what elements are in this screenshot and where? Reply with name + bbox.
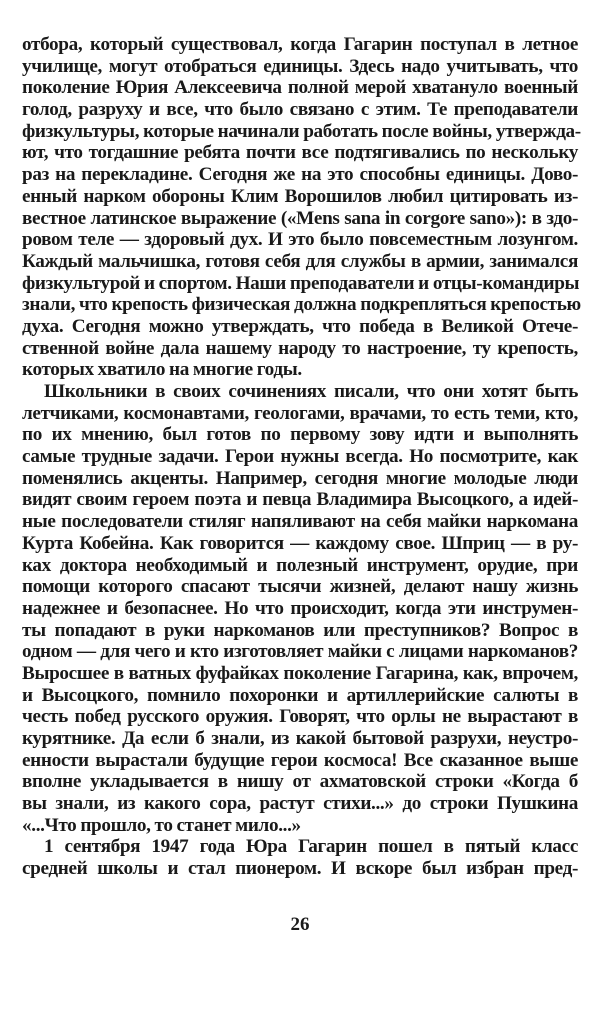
text-line: физкультурой и спортом. Наши преподаватели и отцы-командиры	[22, 272, 580, 294]
text-line: голод, разруху и все, что было связано с этим. Те преподаватели	[22, 99, 578, 121]
text-line: курятнике. Да если б знали, из какой бытовой разрухи, неустро-	[22, 728, 578, 749]
text-line: ты попадают в руки наркоманов или преступников? Вопрос в	[22, 619, 578, 641]
text-line: надежнее и безопаснее. Но что происходит, когда эти инструмен-	[22, 597, 578, 619]
text-line: Школьники в своих сочинениях писали, что они хотят быть	[44, 381, 578, 402]
text-line: «...Что прошло, то станет мило...»	[22, 814, 301, 836]
text-line: училище, могут отобраться единицы. Здесь надо учитывать, что	[22, 55, 578, 77]
text-line: и Высоцкого, помнило похоронки и артиллерийские салюты в	[22, 684, 578, 706]
text-line: ственной войне дала нашему народу то настроение, ту крепость,	[22, 337, 578, 359]
text-line: самые трудные задачи. Герои нужны всегда. Но посмотрите, как	[22, 446, 578, 468]
text-line: честь побед русского оружия. Говорят, что орлы не вырастают в	[22, 706, 578, 728]
text-line: Каждый мальчишка, готовя себя для службы в армии, занимался	[22, 250, 578, 272]
text-line: по их мнению, был готов по первому зову идти и выполнять	[22, 424, 578, 446]
text-line: Выросшее в ватных фуфайках поколение Гагарина, как, впрочем,	[22, 662, 578, 684]
text-line: летчиками, космонавтами, геологами, врачами, то есть теми, кто,	[22, 402, 578, 424]
text-line: ровом теле — здоровый дух. И это было повсеместным лозунгом.	[22, 229, 578, 251]
text-line: раз на перекладине. Сегодня же на это способны единицы. Дово-	[22, 164, 578, 186]
text-line: которых хватило на многие годы.	[22, 359, 302, 381]
text-line: духа. Сегодня можно утверждать, что победа в Великой Отече-	[22, 315, 578, 337]
text-line: отбора, который существовал, когда Гагарин поступал в летное	[22, 34, 578, 55]
text-line: ют, что тогдашние ребята почти все подтягивались по нескольку	[22, 142, 578, 164]
text-line: вы знали, из какого сора, растут стихи...» до строки Пушкина	[22, 793, 578, 815]
text-line: ные последователи стиляг напяливают на себя майки наркомана	[22, 511, 578, 533]
text-line: видят своим героем поэта и певца Владимира Высоцкого, а идей-	[22, 489, 578, 511]
text-line: 1 сентября 1947 года Юра Гагарин пошел в пятый класс	[44, 836, 578, 858]
text-line: ках доктора необходимый и полезный инструмент, орудие, при	[22, 554, 578, 576]
text-line: помощи которого спасают тысячи жизней, делают нашу жизнь	[22, 576, 578, 598]
text-line: одном — для чего и кто изготовляет майки с лицами наркоманов?	[22, 641, 578, 663]
text-line: енности вырастали будущие герои космоса! Все сказанное выше	[22, 749, 578, 771]
page-number: 26	[290, 914, 310, 935]
page-text	[22, 34, 581, 880]
text-line: поколение Юрия Алексеевича полной мерой хватануло военный	[22, 77, 578, 99]
text-line: Курта Кобейна. Как говорится — каждому свое. Шприц — в ру-	[22, 532, 578, 554]
text-line: енный нарком обороны Клим Ворошилов любил цитировать из-	[22, 185, 578, 207]
text-line: знали, что крепость физическая должна подкрепляться крепостью	[22, 294, 581, 316]
text-line: вестное латинское выражение («Mens sana in corgore sano»): в здо-	[22, 207, 578, 229]
text-line: вполне укладывается в нишу от ахматовской строки «Когда б	[22, 771, 578, 793]
text-line: поменялись акценты. Например, сегодня многие молодые люди	[22, 467, 578, 489]
text-line: средней школы и стал пионером. И вскоре был избран пред-	[22, 858, 578, 880]
text-line: физкультуры, которые начинали работать после войны, утвержда-	[22, 120, 581, 142]
